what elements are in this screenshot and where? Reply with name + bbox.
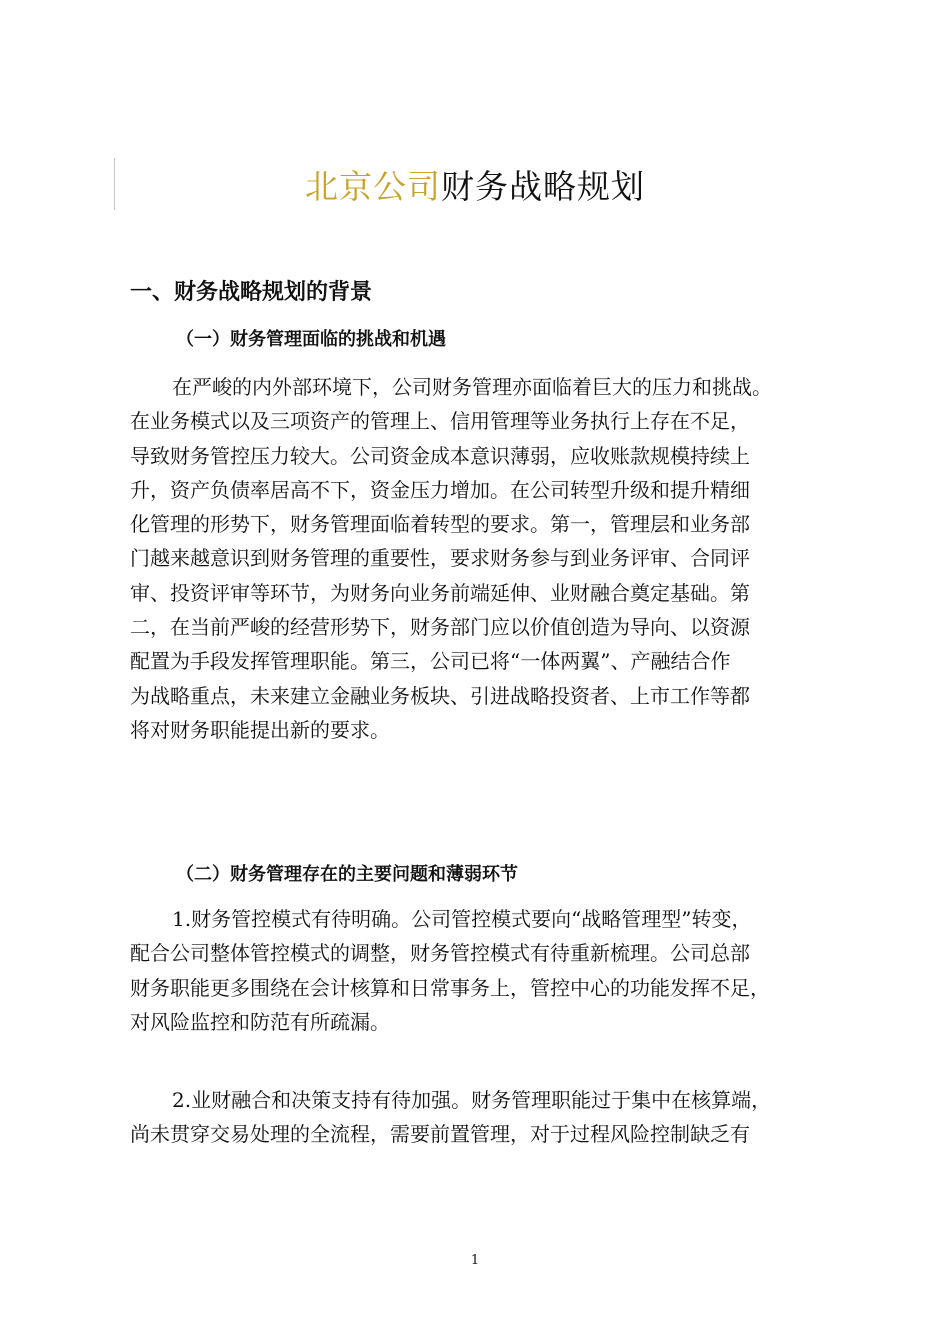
paragraph-line: 1.财务管控模式有待明确。公司管控模式要向“战略管理型”转变， xyxy=(172,907,752,931)
paragraph-line: 导致财务管控压力较大。公司资金成本意识薄弱，应收账款规模持续上 xyxy=(130,443,750,468)
paragraph-line: 配合公司整体管控模式的调整，财务管控模式有待重新梳理。公司总部 xyxy=(130,941,750,966)
paragraph-line: 在严峻的内外部环境下，公司财务管理亦面临着巨大的压力和挑战。 xyxy=(172,375,772,399)
paragraph-line: 对风险监控和防范有所疏漏。 xyxy=(130,1009,390,1034)
paragraph-line: 为战略重点，未来建立金融业务板块、引进战略投资者、上市工作等都 xyxy=(130,683,750,708)
section-heading-background: 一、财务战略规划的背景 xyxy=(130,280,373,305)
paragraph-line: 门越来越意识到财务管理的重要性，要求财务参与到业务评审、合同评 xyxy=(130,546,750,571)
paragraph-line: 财务职能更多围绕在会计核算和日常事务上，管控中心的功能发挥不足， xyxy=(130,975,770,1000)
title-main: 财务战略规划 xyxy=(441,167,645,206)
subsection-heading-challenges: （一）财务管理面临的挑战和机遇 xyxy=(176,329,446,350)
paragraph-line: 在业务模式以及三项资产的管理上、信用管理等业务执行上存在不足， xyxy=(130,409,750,434)
paragraph-line: 配置为手段发挥管理职能。第三，公司已将“一体两翼”、产融结合作 xyxy=(130,649,731,674)
paragraph-line: 审、投资评审等环节，为财务向业务前端延伸、业财融合奠定基础。第 xyxy=(130,580,750,605)
paragraph-challenges xyxy=(130,370,830,747)
paragraph-line: 化管理的形势下，财务管理面临着转型的要求。第一，管理层和业务部 xyxy=(130,512,750,537)
title-company-name: 北京公司 xyxy=(305,167,441,206)
paragraph-line: 将对财务职能提出新的要求。 xyxy=(130,717,390,742)
subsection-heading-problems: （二）财务管理存在的主要问题和薄弱环节 xyxy=(176,864,518,885)
paragraph-line: 2.业财融合和决策支持有待加强。财务管理职能过于集中在核算端， xyxy=(172,1088,772,1112)
page-number: 1 xyxy=(470,1253,480,1268)
paragraph-item-1 xyxy=(130,902,830,1039)
paragraph-line: 尚未贯穿交易处理的全流程，需要前置管理，对于过程风险控制缺乏有 xyxy=(130,1122,750,1147)
paragraph-line: 二，在当前严峻的经营形势下，财务部门应以价值创造为导向、以资源 xyxy=(130,615,750,640)
paragraph-line: 升，资产负债率居高不下，资金压力增加。在公司转型升级和提升精细 xyxy=(130,477,750,502)
page-title xyxy=(0,162,950,212)
paragraph-item-2 xyxy=(130,1083,830,1152)
